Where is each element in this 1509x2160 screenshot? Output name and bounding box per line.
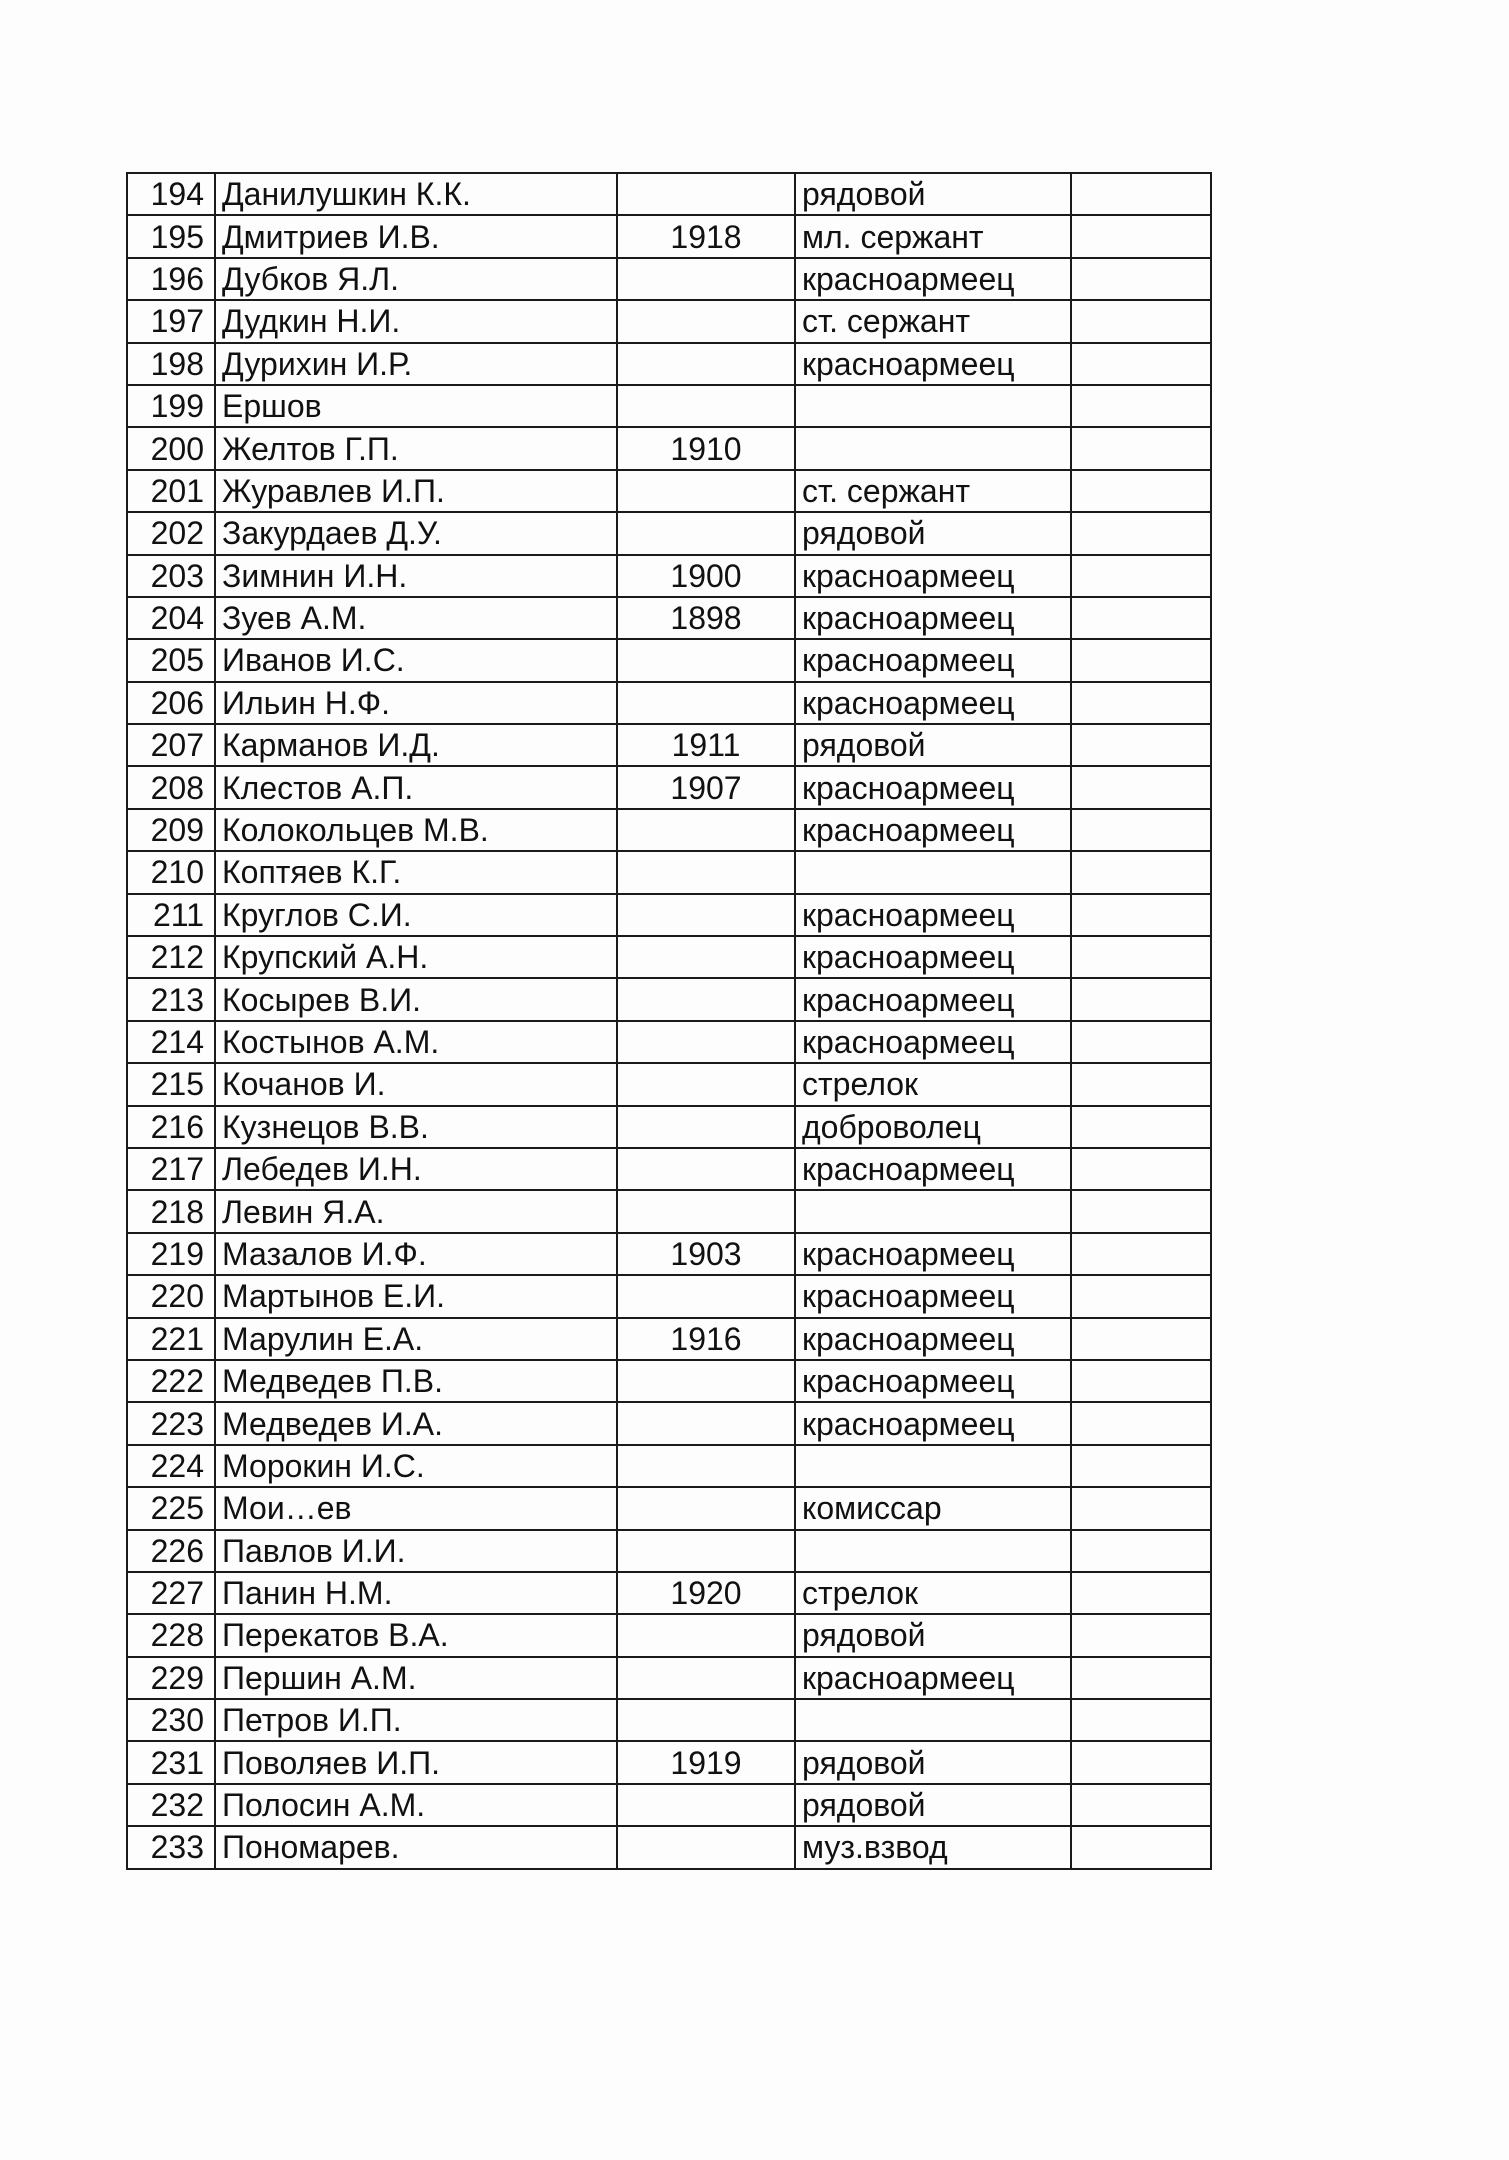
rank-cell: мл. сержант (795, 215, 1071, 257)
empty-cell (1071, 1360, 1211, 1402)
table-row (127, 1487, 1211, 1529)
rank-cell: красноармеец (795, 1275, 1071, 1317)
table-row (127, 1445, 1211, 1487)
row-number-cell: 211 (127, 894, 215, 936)
empty-cell (1071, 1614, 1211, 1656)
name-cell: Ильин Н.Ф. (215, 682, 617, 724)
rank-cell (795, 1530, 1071, 1572)
birth-year-cell (617, 385, 795, 427)
empty-cell (1071, 724, 1211, 766)
birth-year-cell (617, 894, 795, 936)
empty-cell (1071, 1318, 1211, 1360)
table-row (127, 682, 1211, 724)
empty-cell (1071, 1402, 1211, 1444)
name-cell: Мартынов Е.И. (215, 1275, 617, 1317)
rank-cell: красноармеец (795, 555, 1071, 597)
table-row (127, 766, 1211, 808)
table-row (127, 597, 1211, 639)
row-number-cell: 228 (127, 1614, 215, 1656)
rank-cell: красноармеец (795, 1402, 1071, 1444)
row-number-cell: 214 (127, 1021, 215, 1063)
rank-cell: красноармеец (795, 682, 1071, 724)
personnel-list-body (127, 173, 1211, 1869)
row-number-cell: 222 (127, 1360, 215, 1402)
rank-cell: рядовой (795, 1741, 1071, 1783)
name-cell: Коптяев К.Г. (215, 851, 617, 893)
row-number-cell: 218 (127, 1190, 215, 1232)
table-row (127, 300, 1211, 342)
birth-year-cell (617, 512, 795, 554)
rank-cell: красноармеец (795, 1148, 1071, 1190)
name-cell: Поволяев И.П. (215, 1741, 617, 1783)
birth-year-cell: 1910 (617, 427, 795, 469)
row-number-cell: 202 (127, 512, 215, 554)
row-number-cell: 213 (127, 978, 215, 1020)
row-number-cell: 215 (127, 1063, 215, 1105)
name-cell: Ершов (215, 385, 617, 427)
rank-cell: красноармеец (795, 766, 1071, 808)
name-cell: Мои…ев (215, 1487, 617, 1529)
rank-cell: красноармеец (795, 1233, 1071, 1275)
table-row (127, 470, 1211, 512)
empty-cell (1071, 1148, 1211, 1190)
row-number-cell: 225 (127, 1487, 215, 1529)
row-number-cell: 220 (127, 1275, 215, 1317)
table-row (127, 1148, 1211, 1190)
row-number-cell: 208 (127, 766, 215, 808)
name-cell: Морокин И.С. (215, 1445, 617, 1487)
table-row (127, 1233, 1211, 1275)
row-number-cell: 223 (127, 1402, 215, 1444)
personnel-list-table (126, 172, 1212, 1870)
row-number-cell: 232 (127, 1784, 215, 1826)
name-cell: Марулин Е.А. (215, 1318, 617, 1360)
empty-cell (1071, 978, 1211, 1020)
name-cell: Левин Я.А. (215, 1190, 617, 1232)
empty-cell (1071, 385, 1211, 427)
birth-year-cell (617, 1402, 795, 1444)
empty-cell (1071, 1106, 1211, 1148)
table-row (127, 1275, 1211, 1317)
table-row (127, 1826, 1211, 1868)
rank-cell: красноармеец (795, 894, 1071, 936)
name-cell: Костынов А.М. (215, 1021, 617, 1063)
row-number-cell: 195 (127, 215, 215, 257)
row-number-cell: 207 (127, 724, 215, 766)
table-row (127, 1741, 1211, 1783)
rank-cell: красноармеец (795, 639, 1071, 681)
birth-year-cell (617, 1445, 795, 1487)
name-cell: Медведев И.А. (215, 1402, 617, 1444)
rank-cell (795, 1445, 1071, 1487)
empty-cell (1071, 1530, 1211, 1572)
table-row (127, 1657, 1211, 1699)
table-row (127, 173, 1211, 215)
birth-year-cell (617, 1021, 795, 1063)
birth-year-cell (617, 258, 795, 300)
empty-cell (1071, 1190, 1211, 1232)
birth-year-cell: 1919 (617, 1741, 795, 1783)
name-cell: Полосин А.М. (215, 1784, 617, 1826)
row-number-cell: 203 (127, 555, 215, 597)
table-row (127, 1318, 1211, 1360)
empty-cell (1071, 936, 1211, 978)
birth-year-cell (617, 978, 795, 1020)
name-cell: Панин Н.М. (215, 1572, 617, 1614)
name-cell: Косырев В.И. (215, 978, 617, 1020)
table-row (127, 1699, 1211, 1741)
name-cell: Карманов И.Д. (215, 724, 617, 766)
row-number-cell: 200 (127, 427, 215, 469)
rank-cell (795, 427, 1071, 469)
table-row (127, 1784, 1211, 1826)
birth-year-cell (617, 1487, 795, 1529)
empty-cell (1071, 894, 1211, 936)
table-row (127, 1063, 1211, 1105)
birth-year-cell (617, 1657, 795, 1699)
birth-year-cell: 1898 (617, 597, 795, 639)
rank-cell: красноармеец (795, 343, 1071, 385)
rank-cell: красноармеец (795, 1360, 1071, 1402)
empty-cell (1071, 173, 1211, 215)
rank-cell: красноармеец (795, 978, 1071, 1020)
table-row (127, 724, 1211, 766)
empty-cell (1071, 470, 1211, 512)
empty-cell (1071, 512, 1211, 554)
name-cell: Клестов А.П. (215, 766, 617, 808)
table-row (127, 427, 1211, 469)
birth-year-cell (617, 809, 795, 851)
empty-cell (1071, 1233, 1211, 1275)
row-number-cell: 209 (127, 809, 215, 851)
birth-year-cell: 1920 (617, 1572, 795, 1614)
birth-year-cell (617, 300, 795, 342)
birth-year-cell (617, 1190, 795, 1232)
name-cell: Крупский А.Н. (215, 936, 617, 978)
table-row (127, 343, 1211, 385)
row-number-cell: 197 (127, 300, 215, 342)
row-number-cell: 216 (127, 1106, 215, 1148)
birth-year-cell: 1907 (617, 766, 795, 808)
empty-cell (1071, 215, 1211, 257)
birth-year-cell (617, 936, 795, 978)
table-row (127, 1402, 1211, 1444)
name-cell: Дурихин И.Р. (215, 343, 617, 385)
empty-cell (1071, 258, 1211, 300)
empty-cell (1071, 1275, 1211, 1317)
table-row (127, 512, 1211, 554)
row-number-cell: 226 (127, 1530, 215, 1572)
name-cell: Круглов С.И. (215, 894, 617, 936)
birth-year-cell (617, 1784, 795, 1826)
name-cell: Лебедев И.Н. (215, 1148, 617, 1190)
name-cell: Петров И.П. (215, 1699, 617, 1741)
table-row (127, 1572, 1211, 1614)
rank-cell: красноармеец (795, 1318, 1071, 1360)
row-number-cell: 198 (127, 343, 215, 385)
row-number-cell: 210 (127, 851, 215, 893)
name-cell: Кузнецов В.В. (215, 1106, 617, 1148)
empty-cell (1071, 1826, 1211, 1868)
name-cell: Зуев А.М. (215, 597, 617, 639)
empty-cell (1071, 1487, 1211, 1529)
name-cell: Дудкин Н.И. (215, 300, 617, 342)
birth-year-cell (617, 470, 795, 512)
birth-year-cell (617, 639, 795, 681)
rank-cell: красноармеец (795, 936, 1071, 978)
table-row (127, 894, 1211, 936)
rank-cell (795, 1190, 1071, 1232)
rank-cell: рядовой (795, 724, 1071, 766)
empty-cell (1071, 1699, 1211, 1741)
empty-cell (1071, 851, 1211, 893)
row-number-cell: 227 (127, 1572, 215, 1614)
row-number-cell: 217 (127, 1148, 215, 1190)
table-row (127, 639, 1211, 681)
row-number-cell: 224 (127, 1445, 215, 1487)
birth-year-cell: 1916 (617, 1318, 795, 1360)
rank-cell: стрелок (795, 1572, 1071, 1614)
rank-cell: ст. сержант (795, 470, 1071, 512)
name-cell: Павлов И.И. (215, 1530, 617, 1572)
rank-cell: красноармеец (795, 1021, 1071, 1063)
birth-year-cell (617, 1360, 795, 1402)
birth-year-cell: 1903 (617, 1233, 795, 1275)
row-number-cell: 206 (127, 682, 215, 724)
birth-year-cell (617, 682, 795, 724)
empty-cell (1071, 809, 1211, 851)
empty-cell (1071, 555, 1211, 597)
birth-year-cell (617, 1275, 795, 1317)
rank-cell (795, 851, 1071, 893)
birth-year-cell (617, 1148, 795, 1190)
row-number-cell: 201 (127, 470, 215, 512)
rank-cell (795, 1699, 1071, 1741)
rank-cell: красноармеец (795, 809, 1071, 851)
table-row (127, 1530, 1211, 1572)
empty-cell (1071, 1784, 1211, 1826)
name-cell: Медведев П.В. (215, 1360, 617, 1402)
empty-cell (1071, 427, 1211, 469)
row-number-cell: 229 (127, 1657, 215, 1699)
rank-cell: ст. сержант (795, 300, 1071, 342)
name-cell: Кочанов И. (215, 1063, 617, 1105)
empty-cell (1071, 1021, 1211, 1063)
birth-year-cell (617, 1614, 795, 1656)
name-cell: Зимнин И.Н. (215, 555, 617, 597)
rank-cell: комиссар (795, 1487, 1071, 1529)
name-cell: Мазалов И.Ф. (215, 1233, 617, 1275)
rank-cell: рядовой (795, 1784, 1071, 1826)
row-number-cell: 221 (127, 1318, 215, 1360)
empty-cell (1071, 1572, 1211, 1614)
name-cell: Перекатов В.А. (215, 1614, 617, 1656)
empty-cell (1071, 682, 1211, 724)
table-row (127, 978, 1211, 1020)
name-cell: Дмитриев И.В. (215, 215, 617, 257)
table-row (127, 1021, 1211, 1063)
rank-cell: рядовой (795, 1614, 1071, 1656)
row-number-cell: 196 (127, 258, 215, 300)
empty-cell (1071, 1063, 1211, 1105)
birth-year-cell: 1918 (617, 215, 795, 257)
table-row (127, 385, 1211, 427)
name-cell: Колокольцев М.В. (215, 809, 617, 851)
table-row (127, 1360, 1211, 1402)
rank-cell: доброволец (795, 1106, 1071, 1148)
row-number-cell: 205 (127, 639, 215, 681)
birth-year-cell (617, 1530, 795, 1572)
name-cell: Данилушкин К.К. (215, 173, 617, 215)
row-number-cell: 204 (127, 597, 215, 639)
table-row (127, 555, 1211, 597)
birth-year-cell (617, 343, 795, 385)
birth-year-cell (617, 851, 795, 893)
birth-year-cell (617, 1699, 795, 1741)
empty-cell (1071, 766, 1211, 808)
row-number-cell: 212 (127, 936, 215, 978)
empty-cell (1071, 597, 1211, 639)
rank-cell: красноармеец (795, 1657, 1071, 1699)
rank-cell (795, 385, 1071, 427)
table-row (127, 215, 1211, 257)
rank-cell: красноармеец (795, 597, 1071, 639)
birth-year-cell: 1911 (617, 724, 795, 766)
table-row (127, 851, 1211, 893)
empty-cell (1071, 1657, 1211, 1699)
name-cell: Закурдаев Д.У. (215, 512, 617, 554)
name-cell: Першин А.М. (215, 1657, 617, 1699)
birth-year-cell (617, 1106, 795, 1148)
empty-cell (1071, 1445, 1211, 1487)
table-row (127, 1106, 1211, 1148)
birth-year-cell (617, 1826, 795, 1868)
rank-cell: рядовой (795, 512, 1071, 554)
name-cell: Желтов Г.П. (215, 427, 617, 469)
empty-cell (1071, 300, 1211, 342)
birth-year-cell (617, 173, 795, 215)
birth-year-cell (617, 1063, 795, 1105)
row-number-cell: 230 (127, 1699, 215, 1741)
name-cell: Иванов И.С. (215, 639, 617, 681)
name-cell: Дубков Я.Л. (215, 258, 617, 300)
empty-cell (1071, 1741, 1211, 1783)
table-row (127, 809, 1211, 851)
birth-year-cell: 1900 (617, 555, 795, 597)
name-cell: Пономарев. (215, 1826, 617, 1868)
row-number-cell: 233 (127, 1826, 215, 1868)
rank-cell: красноармеец (795, 258, 1071, 300)
table-row (127, 1614, 1211, 1656)
rank-cell: муз.взвод (795, 1826, 1071, 1868)
row-number-cell: 219 (127, 1233, 215, 1275)
rank-cell: рядовой (795, 173, 1071, 215)
table-row (127, 936, 1211, 978)
row-number-cell: 194 (127, 173, 215, 215)
rank-cell: стрелок (795, 1063, 1071, 1105)
row-number-cell: 199 (127, 385, 215, 427)
name-cell: Журавлев И.П. (215, 470, 617, 512)
table-row (127, 1190, 1211, 1232)
row-number-cell: 231 (127, 1741, 215, 1783)
empty-cell (1071, 343, 1211, 385)
table-row (127, 258, 1211, 300)
empty-cell (1071, 639, 1211, 681)
